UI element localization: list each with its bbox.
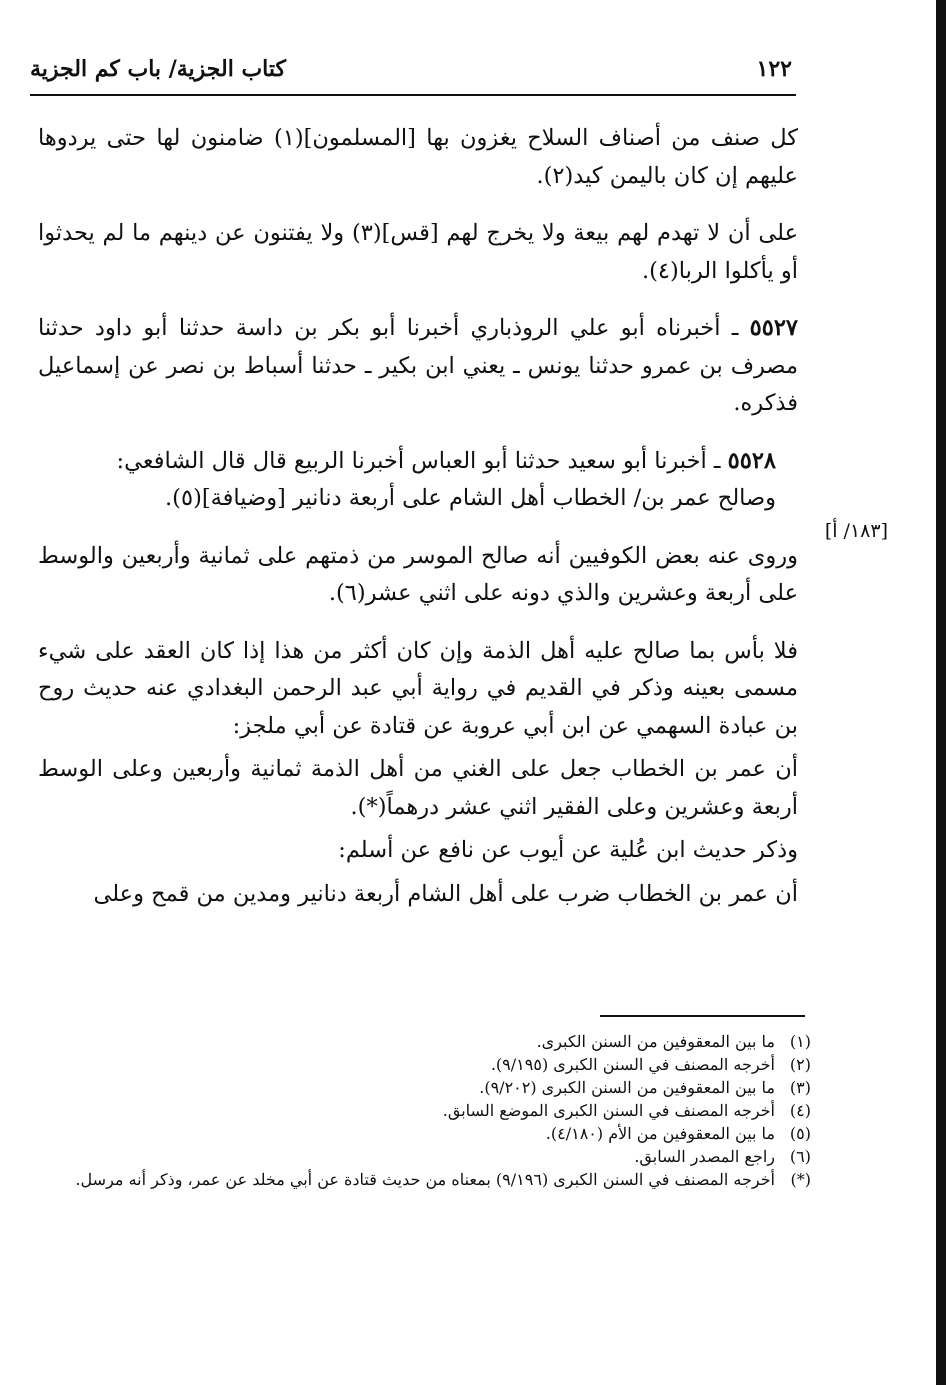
footnote-text: ما بين المعقوفين من السنن الكبرى (٩/٢٠٢).: [479, 1078, 775, 1097]
footnote-text: راجع المصدر السابق.: [634, 1147, 775, 1166]
footnote-2: [31, 1053, 811, 1076]
manuscript-folio-ref: [١٨٣/ أ]: [824, 520, 888, 542]
footnote-text: أخرجه المصنف في السنن الكبرى (٩/١٩٥).: [490, 1055, 775, 1074]
hadith-number: ٥٥٢٧: [749, 315, 799, 341]
paragraph-1: كل صنف من أصناف السلاح يغزون بها [المسلمون](١) ضامنون لها حتى يردوها عليهم إن كان باليمن كيد(٢).: [38, 125, 799, 189]
paragraph-7: فلا بأس بما صالح عليه أهل الذمة وإن كان أكثر من هذا إذا كان العقد على شيء مسمى بعينه وذكر في القديم في رواية أبي عبد الرحمن البغدادي عنه حديث روح بن عبادة السهمي عن ابن أبي عروبة عن قتادة عن أبي ملجز:: [38, 637, 798, 739]
footnote-text: أخرجه المصنف في السنن الكبرى (٩/١٩٦) بمعناه من حديث قتادة عن أبي مخلد عن عمر، وذكر أنه مرسل.: [75, 1170, 775, 1189]
paragraph-8: أن عمر بن الخطاب جعل على الغني من أهل الذمة ثمانية وأربعين وعلى الوسط أربعة وعشرين وعلى الفقير اثني عشر درهماً(*).: [38, 756, 798, 820]
footnote-mark: (١): [789, 1032, 811, 1051]
paragraph-5: وصالح عمر بن/ الخطاب أهل الشام على أربعة دنانير [وضيافة](٥).: [165, 485, 776, 511]
hadith-5528: [38, 443, 798, 481]
paragraph-10: أن عمر بن الخطاب ضرب على أهل الشام أربعة دنانير ومدين من قمح وعلى: [93, 880, 798, 907]
footnote-separator: [600, 1015, 805, 1017]
main-text: [38, 120, 798, 913]
paragraph-9: وذكر حديث ابن عُلية عن أيوب عن نافع عن أسلم:: [338, 837, 798, 863]
footnote-mark: (٦): [789, 1147, 811, 1166]
footnote-5: [31, 1122, 811, 1145]
page-header: [30, 52, 796, 96]
page-number: ١٢٢: [756, 56, 792, 82]
hadith-5527: [38, 310, 798, 423]
running-title: كتاب الجزية/ باب كم الجزية: [30, 56, 286, 82]
paragraph-2: على أن لا تهدم لهم بيعة ولا يخرج لهم [قس](٣) ولا يفتنون عن دينهم ما لم يحدثوا أو يأكلوا الربا(٤).: [38, 220, 798, 284]
hadith-number: ٥٥٢٨: [727, 447, 776, 474]
footnote-mark: (*): [790, 1170, 811, 1189]
footnotes: [31, 1030, 811, 1191]
footnote-mark: (٤): [789, 1101, 811, 1120]
footnote-text: ما بين المعقوفين من السنن الكبرى.: [536, 1032, 775, 1051]
footnote-1: [31, 1030, 811, 1053]
hadith-text: ـ أخبرنا أبو سعيد حدثنا أبو العباس أخبرنا الربيع قال قال الشافعي:: [116, 447, 721, 474]
footnote-mark: (٥): [789, 1124, 811, 1143]
footnote-mark: (٣): [789, 1078, 811, 1097]
paragraph-6: وروى عنه بعض الكوفيين أنه صالح الموسر من ذمتهم على ثمانية وأربعين والوسط على أربعة وعشرين والذي دونه على اثني عشر(٦).: [38, 542, 798, 606]
hadith-text: ـ أخبرناه أبو علي الروذباري أخبرنا أبو بكر بن داسة حدثنا أبو داود حدثنا مصرف بن عمرو حدثنا يونس ـ يعني ابن بكير ـ حدثنا أسباط بن نصر عن إسماعيل فذكره.: [38, 315, 798, 416]
footnote-3: [31, 1076, 811, 1099]
scan-edge: [936, 0, 946, 1385]
footnote-text: أخرجه المصنف في السنن الكبرى الموضع السابق.: [442, 1101, 775, 1120]
footnote-4: [31, 1099, 811, 1122]
footnote-star: [31, 1168, 811, 1191]
footnote-6: [31, 1145, 811, 1168]
footnote-mark: (٢): [789, 1055, 811, 1074]
footnote-text: ما بين المعقوفين من الأم (٤/١٨٠).: [545, 1124, 775, 1143]
